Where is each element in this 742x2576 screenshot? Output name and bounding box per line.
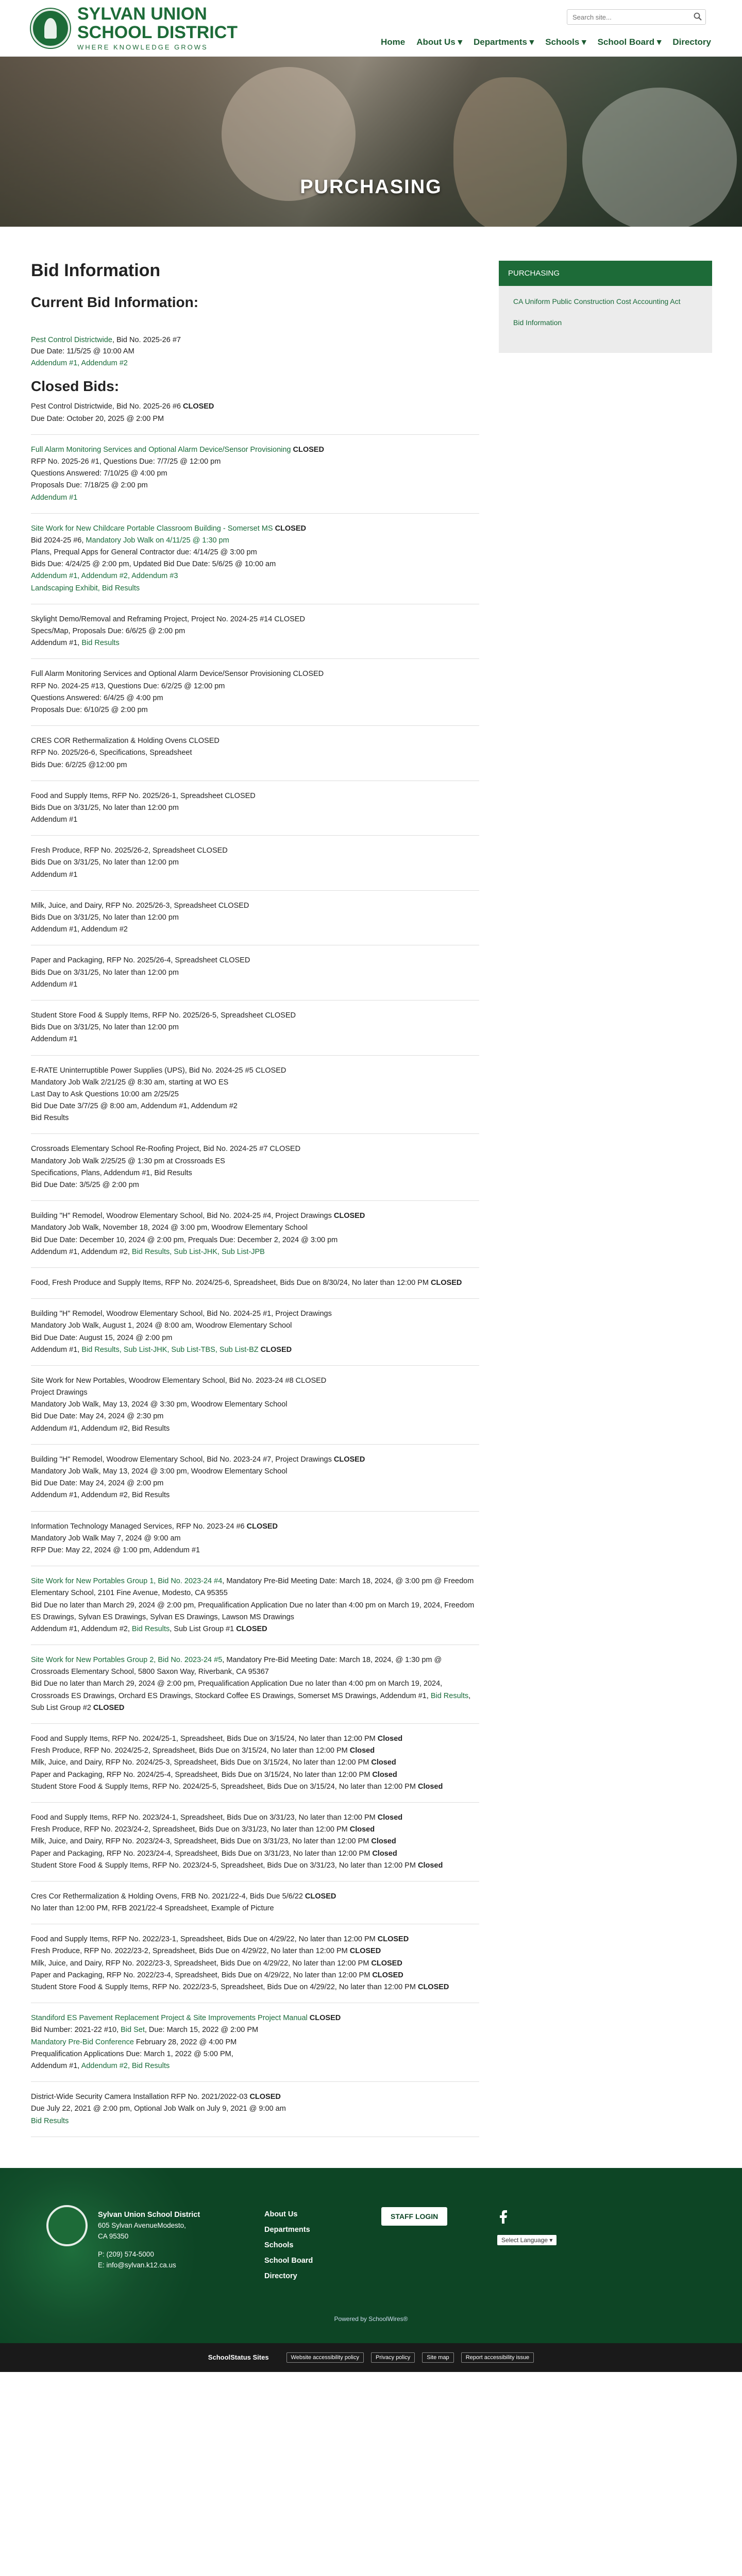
divider	[31, 890, 479, 891]
powered-by[interactable]: Powered by SchoolWires®	[334, 2315, 408, 2323]
footer-seal-icon	[46, 2205, 88, 2246]
closed-bid-text: Specs/Map, Proposals Due: 6/6/25 @ 2:00 pm	[31, 627, 185, 636]
closed-bid-link[interactable]: Mandatory Job Walk on 4/11/25 @ 1:30 pm	[86, 536, 229, 545]
closed-status-label: CLOSED	[291, 445, 324, 454]
closed-bid-text: Bid Due Date: August 15, 2024 @ 2:00 pm	[31, 1333, 173, 1342]
logo-tagline: WHERE KNOWLEDGE GROWS	[77, 43, 208, 52]
site-footer	[0, 2168, 742, 2343]
divider	[31, 1511, 479, 1512]
closed-bid-text: , Mandatory Pre-Bid Meeting Date: March 18, 2024, @ 3:00 pm @ Freedom Elementary School, 2101 Fine Avenue, Modesto, CA 95355	[31, 1577, 474, 1598]
page-title: Bid Information	[31, 261, 161, 280]
logo-line1: SYLVAN UNION	[77, 4, 207, 24]
closed-bid-item	[31, 523, 479, 604]
closed-bid-link[interactable]: Bid Results	[430, 1691, 469, 1700]
divider	[31, 725, 479, 726]
closed-status-label: CLOSED	[333, 1455, 365, 1464]
closed-status-label: CLOSED	[430, 1278, 462, 1287]
closed-status-label: Closed	[349, 1825, 375, 1834]
closed-bid-text: Milk, Juice, and Dairy, RFP No. 2024/25-3, Spreadsheet, Bids Due on 3/15/24, No later than 12:00 PM	[31, 1758, 372, 1767]
closed-bid-text: Bids Due: 4/24/25 @ 2:00 pm, Updated Bid Due Date: 5/6/25 @ 10:00 am	[31, 560, 276, 569]
schoolstatus-logo[interactable]: SchoolStatus Sites	[208, 2353, 269, 2362]
closed-bid-link[interactable]: Mandatory Pre-Bid Conference	[31, 2038, 134, 2046]
closed-status-label: Closed	[371, 1758, 396, 1767]
closed-bid-item	[31, 1065, 479, 1134]
closed-bid-item	[31, 1210, 479, 1268]
closed-bid-text: Mandatory Job Walk, November 18, 2024 @ 3:00 pm, Woodrow Elementary School	[31, 1224, 308, 1232]
closed-bid-text: Questions Answered: 6/4/25 @ 4:00 pm	[31, 693, 163, 702]
closed-bid-link[interactable]: Site Work for New Childcare Portable Classroom Building - Somerset MS	[31, 524, 273, 533]
nav-directory[interactable]: Directory	[672, 37, 711, 47]
closed-bid-text: RFP No. 2025-26 #1, Questions Due: 7/7/25 @ 12:00 pm	[31, 457, 221, 466]
closed-bid-text: Food and Supply Items, RFP No. 2023/24-1, Spreadsheet, Bids Due on 3/31/23, No later than 12:00 PM	[31, 1813, 378, 1822]
closed-bid-link[interactable]: Bid Results, Sub List-JHK, Sub List-TBS, Sub List-BZ	[81, 1345, 259, 1354]
closed-bid-text: Site Work for New Portables, Woodrow Elementary School, Bid No. 2023-24 #8 CLOSED	[31, 1376, 327, 1385]
nav-departments[interactable]: Departments ▾	[474, 37, 534, 47]
closed-bid-item	[31, 845, 479, 891]
closed-bid-text: Addendum #1,	[31, 2061, 81, 2070]
closed-status-label: CLOSED	[273, 524, 306, 533]
closed-bid-text: Prequalification Applications Due: March 1, 2022 @ 5:00 PM,	[31, 2049, 233, 2058]
closed-bid-item	[31, 1521, 479, 1567]
closed-bid-item	[31, 1654, 479, 1724]
closed-bid-link[interactable]: Addendum #1	[31, 493, 78, 502]
closed-bid-text: Milk, Juice, and Dairy, RFP No. 2022/23-3, Spreadsheet, Bids Due on 4/29/22, No later than 12:00 PM	[31, 1959, 372, 1968]
closed-bid-item	[31, 790, 479, 836]
divider	[31, 1298, 479, 1299]
closed-bid-link[interactable]: Addendum #2, Bid Results	[81, 2061, 170, 2070]
footer-link-departments[interactable]: Departments	[264, 2225, 310, 2234]
language-select[interactable]: Select Language ▾	[497, 2235, 556, 2245]
footer-district-name: Sylvan Union School District	[98, 2210, 200, 2219]
closed-bid-text: Crossroads Elementary School Re-Roofing Project, Bid No. 2024-25 #7 CLOSED	[31, 1145, 301, 1154]
divider	[31, 1723, 479, 1724]
divider	[31, 1881, 479, 1882]
closed-bid-text: RFP No. 2024-25 #13, Questions Due: 6/2/25 @ 12:00 pm	[31, 682, 225, 690]
closed-bid-item	[31, 1575, 479, 1645]
closed-bid-item	[31, 1010, 479, 1056]
closed-bid-text: , Sub List Group #1	[170, 1624, 237, 1633]
closed-bid-text: Fresh Produce, RFP No. 2023/24-2, Spreadsheet, Bids Due on 3/31/23, No later than 12:00 PM	[31, 1825, 350, 1834]
closed-bid-text: Paper and Packaging, RFP No. 2024/25-4, Spreadsheet, Bids Due on 3/15/24, No later than 12:00 PM	[31, 1770, 373, 1779]
closed-bid-item	[31, 1891, 479, 1924]
closed-status-label: Closed	[377, 1813, 403, 1822]
closed-status-label: CLOSED	[417, 1983, 449, 1992]
closed-status-label: CLOSED	[258, 1345, 292, 1354]
nav-school-board[interactable]: School Board ▾	[597, 37, 662, 47]
closed-bid-text: Addendum #1	[31, 980, 78, 989]
closed-bid-text: Paper and Packaging, RFP No. 2023/24-4, Spreadsheet, Bids Due on 3/31/23, No later than 12:00 PM	[31, 1849, 373, 1858]
main-nav	[381, 37, 711, 47]
closed-bid-item	[31, 2091, 479, 2137]
closed-bid-text: Bid 2024-25 #6,	[31, 536, 86, 545]
closed-bid-text: Bid Due Date: May 24, 2024 @ 2:00 pm	[31, 1479, 164, 1488]
closed-bid-link[interactable]: Bid Set	[121, 2026, 145, 2035]
closed-bid-text: Due July 22, 2021 @ 2:00 pm, Optional Job Walk on July 9, 2021 @ 9:00 am	[31, 2105, 286, 2113]
divider	[31, 2081, 479, 2082]
closed-status-label: CLOSED	[377, 1935, 409, 1944]
divider	[31, 1444, 479, 1445]
closed-bid-text: Specifications, Plans, Addendum #1, Bid Results	[31, 1168, 192, 1177]
current-bid-due: Due Date: 11/5/25 @ 10:00 AM	[31, 347, 134, 356]
district-logo[interactable]	[31, 5, 238, 51]
closed-bid-item	[31, 1454, 479, 1512]
closed-bid-text: RFP Due: May 22, 2024 @ 1:00 pm, Addendum #1	[31, 1546, 200, 1554]
closed-bid-link[interactable]: Site Work for New Portables Group 2, Bid No. 2023-24 #5	[31, 1656, 223, 1665]
closed-bid-text: Mandatory Job Walk 2/25/25 @ 1:30 pm at Crossroads ES	[31, 1157, 225, 1165]
divider	[31, 658, 479, 659]
accessibility-policy-link[interactable]: Website accessibility policy	[286, 2352, 364, 2363]
closed-bid-text: Addendum #1, Addendum #2, Bid Results	[31, 1424, 170, 1433]
site-header	[0, 0, 742, 57]
privacy-policy-link[interactable]: Privacy policy	[371, 2352, 415, 2363]
closed-bid-text: Bids Due on 3/31/25, No later than 12:00 pm	[31, 968, 179, 977]
closed-bid-text: Food and Supply Items, RFP No. 2024/25-1, Spreadsheet, Bids Due on 3/15/24, No later than 12:00 PM	[31, 1735, 378, 1743]
closed-bid-item	[31, 1277, 479, 1299]
closed-bid-text: Information Technology Managed Services, RFP No. 2023-24 #6	[31, 1522, 247, 1531]
closed-bid-item	[31, 955, 479, 1001]
closed-bid-text: Bids Due: 6/2/25 @12:00 pm	[31, 760, 127, 769]
closed-bid-text: , Due: March 15, 2022 @ 2:00 PM	[144, 2026, 259, 2035]
closed-bid-text: Mandatory Job Walk, May 13, 2024 @ 3:30 pm, Woodrow Elementary School	[31, 1400, 288, 1409]
closed-bid-text: Mandatory Job Walk, August 1, 2024 @ 8:00 am, Woodrow Elementary School	[31, 1321, 292, 1330]
closed-bid-text: Bid Results	[31, 1114, 69, 1123]
closed-bid-item	[31, 1143, 479, 1201]
closed-status-label: Closed	[349, 1747, 375, 1755]
closed-bid-text: Proposals Due: 7/18/25 @ 2:00 pm	[31, 481, 148, 490]
closed-bid-text: Student Store Food & Supply Items, RFP No. 2023/24-5, Spreadsheet, Bids Due on 3/31/23, No later than 12:00 PM	[31, 1861, 418, 1870]
divider	[31, 1200, 479, 1201]
closed-bid-text: Bids Due on 3/31/25, No later than 12:00 pm	[31, 858, 179, 867]
closed-bid-text: Building "H" Remodel, Woodrow Elementary School, Bid No. 2024-25 #4, Project Drawings	[31, 1212, 334, 1221]
closed-bid-text: Full Alarm Monitoring Services and Optional Alarm Device/Sensor Provisioning CLOSED	[31, 670, 324, 679]
current-bid-number: , Bid No. 2025-26 #7	[112, 336, 181, 344]
closed-bid-text: Bid Due no later than March 29, 2024 @ 2:00 pm, Prequalification Application Due no later than 4:00 pm on March 19, 2024, Crossroads ES Drawings, Orchard ES Drawings, Stockard Coffee ES Drawings, Somerset MS Drawings, Addendum #1,	[31, 1680, 443, 1700]
closed-bid-text: Milk, Juice, and Dairy, RFP No. 2023/24-3, Spreadsheet, Bids Due on 3/31/23, No later than 12:00 PM	[31, 1837, 372, 1846]
closed-bid-item	[31, 1733, 479, 1803]
closed-bid-item	[31, 900, 479, 946]
closed-status-label: CLOSED	[349, 1947, 381, 1956]
closed-bid-text: Mandatory Job Walk 2/21/25 @ 8:30 am, starting at WO ES	[31, 1078, 229, 1087]
closed-bid-text: No later than 12:00 PM, RFB 2021/22-4 Spreadsheet, Example of Picture	[31, 1904, 274, 1913]
closed-bid-text: Fresh Produce, RFP No. 2025/26-2, Spreadsheet CLOSED	[31, 846, 228, 855]
divider	[31, 1365, 479, 1366]
closed-bids-list	[31, 401, 479, 2137]
footer-link-school-board[interactable]: School Board	[264, 2256, 313, 2265]
footer-address-line2: CA 95350	[98, 2232, 129, 2241]
closed-bid-text: Bid Due Date: May 24, 2024 @ 2:30 pm	[31, 1412, 164, 1421]
footer-address	[98, 2209, 200, 2271]
closed-status-label: CLOSED	[372, 1971, 403, 1979]
closed-bid-text: Milk, Juice, and Dairy, RFP No. 2025/26-3, Spreadsheet CLOSED	[31, 901, 249, 910]
current-bids-heading: Current Bid Information:	[31, 294, 199, 310]
current-bid	[31, 334, 479, 369]
closed-status-label: CLOSED	[307, 2014, 341, 2023]
closed-bid-text: Food and Supply Items, RFP No. 2022/23-1, Spreadsheet, Bids Due on 4/29/22, No later than 12:00 PM	[31, 1935, 378, 1944]
closed-bid-text: Pest Control Districtwide, Bid No. 2025-26 #6	[31, 402, 183, 411]
district-seal-icon	[31, 9, 70, 48]
report-accessibility-link[interactable]: Report accessibility issue	[461, 2352, 534, 2363]
closed-status-label: CLOSED	[305, 1892, 336, 1901]
closed-bid-text: Project Drawings	[31, 1388, 88, 1397]
closed-status-label: Closed	[372, 1849, 397, 1858]
closed-bid-text: Student Store Food & Supply Items, RFP No. 2022/23-5, Spreadsheet, Bids Due on 4/29/22, No later than 12:00 PM	[31, 1983, 418, 1992]
sidebar-header: PURCHASING	[499, 261, 712, 286]
closed-status-label: Closed	[377, 1735, 403, 1743]
footer-links	[264, 2210, 313, 2280]
staff-login-button[interactable]: STAFF LOGIN	[381, 2207, 447, 2226]
divider	[31, 1802, 479, 1803]
closed-bid-text: Addendum #1,	[31, 1345, 82, 1354]
page-content	[0, 227, 742, 2137]
closed-bid-text: Fresh Produce, RFP No. 2022/23-2, Spreadsheet, Bids Due on 4/29/22, No later than 12:00 PM	[31, 1947, 350, 1956]
sidebar-item-bid-information[interactable]: Bid Information	[513, 318, 562, 327]
closed-bid-link[interactable]: Bid Results	[131, 1624, 170, 1633]
closed-bid-link[interactable]: Standiford ES Pavement Replacement Project & Site Improvements Project Manual	[31, 2014, 308, 2023]
closed-status-label: Closed	[417, 1782, 443, 1791]
closed-bids-heading: Closed Bids:	[31, 378, 120, 395]
closed-bid-text: Bids Due on 3/31/25, No later than 12:00 pm	[31, 803, 179, 812]
closed-bid-text: Addendum #1, Addendum #2, Bid Results	[31, 1491, 170, 1500]
footer-email[interactable]: E: info@sylvan.k12.ca.us	[98, 2261, 176, 2269]
current-bid-link[interactable]: Pest Control Districtwide	[31, 336, 112, 344]
closed-bid-text: Mandatory Job Walk May 7, 2024 @ 9:00 am	[31, 1534, 181, 1543]
closed-status-label: CLOSED	[246, 1522, 278, 1531]
closed-bid-text: Bid Due no later than March 29, 2024 @ 2:00 pm, Prequalification Application Due no later than 4:00 pm on March 19, 2024, Freedom ES Drawings, Sylvan ES Drawings, Sylvan ES Drawings, Lawson MS Drawings	[31, 1601, 475, 1621]
closed-bid-text: Skylight Demo/Removal and Reframing Project, Project No. 2024-25 #14 CLOSED	[31, 615, 305, 623]
closed-bid-text: Bid Due Date: December 10, 2024 @ 2:00 pm, Prequals Due: December 2, 2024 @ 3:00 pm	[31, 1235, 338, 1244]
closed-bid-text: Plans, Prequal Apps for General Contractor due: 4/14/25 @ 3:00 pm	[31, 548, 257, 557]
closed-bid-text: Bids Due on 3/31/25, No later than 12:00 pm	[31, 1023, 179, 1032]
closed-bid-text: Addendum #1	[31, 1035, 78, 1044]
divider	[31, 513, 479, 514]
closed-bid-link[interactable]: Bid Results	[81, 639, 120, 648]
sidebar-item-cupcca[interactable]: CA Uniform Public Construction Cost Accounting Act	[513, 297, 681, 306]
closed-bid-text: E-RATE Uninterruptible Power Supplies (UPS), Bid No. 2024-25 #5 CLOSED	[31, 1066, 286, 1075]
closed-bid-text: Building "H" Remodel, Woodrow Elementary School, Bid No. 2024-25 #1, Project Drawings	[31, 1310, 332, 1318]
legal-bar	[0, 2343, 742, 2372]
closed-bid-text: RFP No. 2025/26-6, Specifications, Spreadsheet	[31, 749, 192, 757]
closed-bid-item	[31, 614, 479, 659]
search-input[interactable]	[567, 9, 706, 25]
closed-bid-text: Student Store Food & Supply Items, RFP No. 2024/25-5, Spreadsheet, Bids Due on 3/15/24, No later than 12:00 PM	[31, 1782, 418, 1791]
footer-link-directory[interactable]: Directory	[264, 2272, 297, 2280]
nav-about-us[interactable]: About Us ▾	[416, 37, 463, 47]
closed-bid-text: Bid Number: 2021-22 #10,	[31, 2026, 121, 2035]
closed-bid-text: Food and Supply Items, RFP No. 2025/26-1, Spreadsheet CLOSED	[31, 791, 256, 800]
closed-bid-link[interactable]: Site Work for New Portables Group 1, Bid No. 2023-24 #4	[31, 1577, 223, 1586]
closed-status-label: CLOSED	[249, 2093, 281, 2102]
facebook-icon[interactable]	[498, 2210, 508, 2224]
closed-bid-link[interactable]: Landscaping Exhibit, Bid Results	[31, 584, 140, 592]
closed-status-label: CLOSED	[236, 1624, 267, 1633]
hero-banner	[0, 57, 742, 227]
closed-bid-link[interactable]: Full Alarm Monitoring Services and Optional Alarm Device/Sensor Provisioning	[31, 445, 291, 454]
site-map-link[interactable]: Site map	[422, 2352, 453, 2363]
closed-bid-text: Proposals Due: 6/10/25 @ 2:00 pm	[31, 705, 148, 714]
closed-bid-text: Cres Cor Rethermalization & Holding Ovens, FRB No. 2021/22-4, Bids Due 5/6/22	[31, 1892, 305, 1901]
closed-bid-text: Paper and Packaging, RFP No. 2022/23-4, Spreadsheet, Bids Due on 4/29/22, No later than 12:00 PM	[31, 1971, 373, 1979]
closed-bid-text: Bid Due Date 3/7/25 @ 8:00 am, Addendum #1, Addendum #2	[31, 1102, 238, 1111]
closed-bid-text: Bids Due on 3/31/25, No later than 12:00 pm	[31, 913, 179, 922]
closed-bid-link[interactable]: Addendum #1, Addendum #2, Addendum #3	[31, 572, 178, 581]
closed-bid-text: Fresh Produce, RFP No. 2024/25-2, Spreadsheet, Bids Due on 3/15/24, No later than 12:00 PM	[31, 1747, 350, 1755]
closed-bid-item	[31, 735, 479, 781]
closed-bid-text: CRES COR Rethermalization & Holding Ovens CLOSED	[31, 737, 220, 745]
closed-bid-text: Questions Answered: 7/10/25 @ 4:00 pm	[31, 469, 167, 478]
logo-line2: SCHOOL DISTRICT	[77, 22, 238, 42]
divider	[31, 835, 479, 836]
closed-bid-text: Paper and Packaging, RFP No. 2025/26-4, Spreadsheet CLOSED	[31, 956, 250, 965]
closed-bid-text: , Mandatory Pre-Bid Meeting Date: March 18, 2024, @ 1:30 pm @ Crossroads Elementary School, 5800 Saxon Way, Riverbank, CA 95367	[31, 1656, 442, 1676]
footer-phone: P: (209) 574-5000	[98, 2250, 154, 2259]
closed-bid-item	[31, 668, 479, 726]
closed-status-label: CLOSED	[93, 1703, 125, 1712]
closed-bid-text: Building "H" Remodel, Woodrow Elementary School, Bid No. 2023-24 #7, Project Drawings	[31, 1455, 334, 1464]
closed-bid-text: Student Store Food & Supply Items, RFP No. 2025/26-5, Spreadsheet CLOSED	[31, 1011, 296, 1020]
closed-bid-text: Addendum #1,	[31, 639, 82, 648]
closed-bid-item	[31, 2012, 479, 2082]
closed-bid-text: Addendum #1	[31, 870, 78, 879]
closed-status-label: Closed	[371, 1837, 396, 1846]
closed-bid-text: Due Date: October 20, 2025 @ 2:00 PM	[31, 414, 164, 423]
main-column	[31, 261, 479, 2137]
footer-address-line1: 605 Sylvan AvenueModesto,	[98, 2222, 186, 2230]
closed-bid-item	[31, 1934, 479, 2003]
footer-link-schools[interactable]: Schools	[264, 2241, 294, 2249]
closed-bid-item	[31, 1375, 479, 1445]
closed-status-label: Closed	[372, 1770, 397, 1779]
nav-schools[interactable]: Schools ▾	[545, 37, 586, 47]
closed-status-label: CLOSED	[371, 1959, 402, 1968]
closed-bid-text: District-Wide Security Camera Installation RFP No. 2021/2022-03	[31, 2093, 250, 2102]
closed-bid-text: Mandatory Job Walk, May 13, 2024 @ 3:00 pm, Woodrow Elementary School	[31, 1467, 288, 1476]
closed-bid-item	[31, 1812, 479, 1882]
closed-bid-text: Addendum #1, Addendum #2,	[31, 1247, 132, 1256]
closed-bid-text: Addendum #1, Addendum #2,	[31, 1624, 132, 1633]
divider	[31, 1000, 479, 1001]
closed-bid-text: Addendum #1	[31, 816, 78, 824]
closed-bid-text: Last Day to Ask Questions 10:00 am 2/25/25	[31, 1090, 179, 1098]
closed-bid-text: Bid Due Date: 3/5/25 @ 2:00 pm	[31, 1181, 139, 1190]
sidebar	[499, 261, 712, 353]
footer-link-about-us[interactable]: About Us	[264, 2210, 298, 2218]
search-icon[interactable]	[694, 12, 702, 21]
closed-bid-text: , Sub List Group #2	[31, 1691, 471, 1712]
closed-bid-item	[31, 401, 479, 434]
closed-status-label: Closed	[417, 1861, 443, 1870]
closed-bid-link[interactable]: Bid Results	[31, 2116, 69, 2125]
closed-bid-link[interactable]: Bid Results, Sub List-JHK, Sub List-JPB	[131, 1247, 265, 1256]
closed-status-label: CLOSED	[182, 402, 214, 411]
closed-bid-item	[31, 444, 479, 514]
closed-status-label: CLOSED	[333, 1212, 365, 1221]
divider	[31, 1267, 479, 1268]
closed-bid-item	[31, 1308, 479, 1366]
divider	[31, 1133, 479, 1134]
closed-bid-text: Addendum #1, Addendum #2	[31, 925, 128, 934]
divider	[31, 1055, 479, 1056]
nav-home[interactable]: Home	[380, 37, 406, 47]
hero-title: PURCHASING	[300, 176, 442, 198]
closed-bid-text: Food, Fresh Produce and Supply Items, RFP No. 2024/25-6, Spreadsheet, Bids Due on 8/30/24, No later than 12:00 PM	[31, 1278, 431, 1287]
divider	[31, 434, 479, 435]
closed-bid-text: February 28, 2022 @ 4:00 PM	[133, 2038, 237, 2046]
current-bid-addenda-link[interactable]: Addendum #1, Addendum #2	[31, 359, 128, 367]
